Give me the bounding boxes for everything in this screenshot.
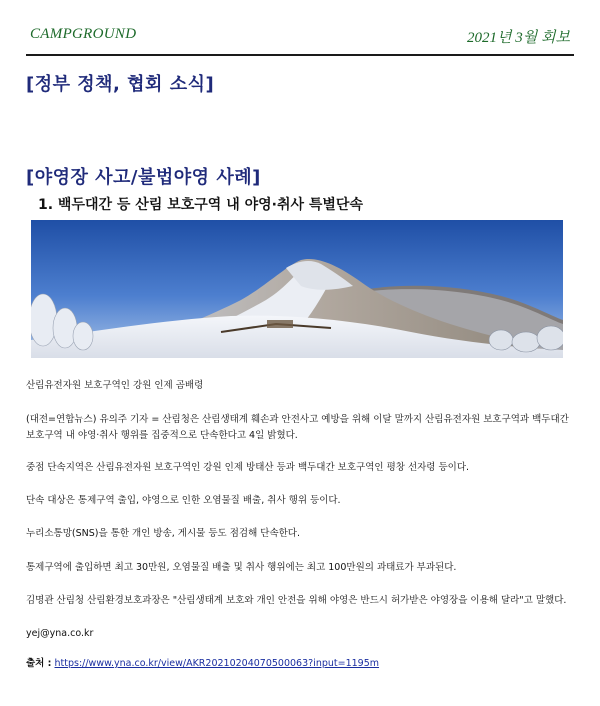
publication-name: CAMPGROUND bbox=[30, 26, 137, 42]
photo-caption: 산림유전자원 보호구역인 강원 인제 곰배령 bbox=[26, 380, 204, 391]
article-paragraph: 단속 대상은 통제구역 출입, 야영으로 인한 오염물질 배출, 취사 행위 등이다. bbox=[26, 495, 341, 506]
issue-date: 2021년 3월 회보 bbox=[467, 30, 570, 46]
article-paragraph: 김명관 산림청 산림환경보호과장은 "산림생태계 보호와 개인 안전을 위해 야영은 반드시 허가받은 야영장을 이용해 달라"고 말했다. bbox=[26, 595, 567, 606]
source-line bbox=[26, 656, 576, 672]
page-header bbox=[26, 24, 574, 48]
article-paragraph: 통제구역에 출입하면 최고 30만원, 오염물질 배출 및 취사 행위에는 최고 100만원의 과태료가 부과된다. bbox=[26, 562, 457, 573]
header-divider bbox=[26, 54, 574, 56]
article-paragraph: 누리소통망(SNS)을 통한 개인 방송, 게시물 등도 점검해 단속한다. bbox=[26, 528, 301, 539]
article-heading: 1. 백두대간 등 산림 보호구역 내 야영·취사 특별단속 bbox=[38, 197, 363, 213]
source-label: 출처 : bbox=[26, 658, 52, 669]
mountain-photo bbox=[31, 220, 563, 358]
article-paragraph: 중점 단속지역은 산림유전자원 보호구역인 강원 인제 방태산 등과 백두대간 보호구역인 평창 선자령 등이다. bbox=[26, 462, 470, 473]
source-link[interactable]: https://www.yna.co.kr/view/AKR20210204070500063?input=1195m bbox=[54, 658, 380, 669]
author-email: yej@yna.co.kr bbox=[26, 628, 94, 639]
section-title-gov-policy: [정부 정책, 협회 소식] bbox=[26, 74, 215, 95]
section-title-incidents: [야영장 사고/불법야영 사례] bbox=[26, 167, 261, 188]
article-paragraph: (대전=연합뉴스) 유의주 기자 = 산림청은 산림생태계 훼손과 안전사고 예방을 위해 이달 말까지 산림유전자원 보호구역과 백두대간 보호구역 내 야영·취사 행위를 집중적으로 단속한다고 4일 밝혔다. bbox=[26, 414, 569, 441]
